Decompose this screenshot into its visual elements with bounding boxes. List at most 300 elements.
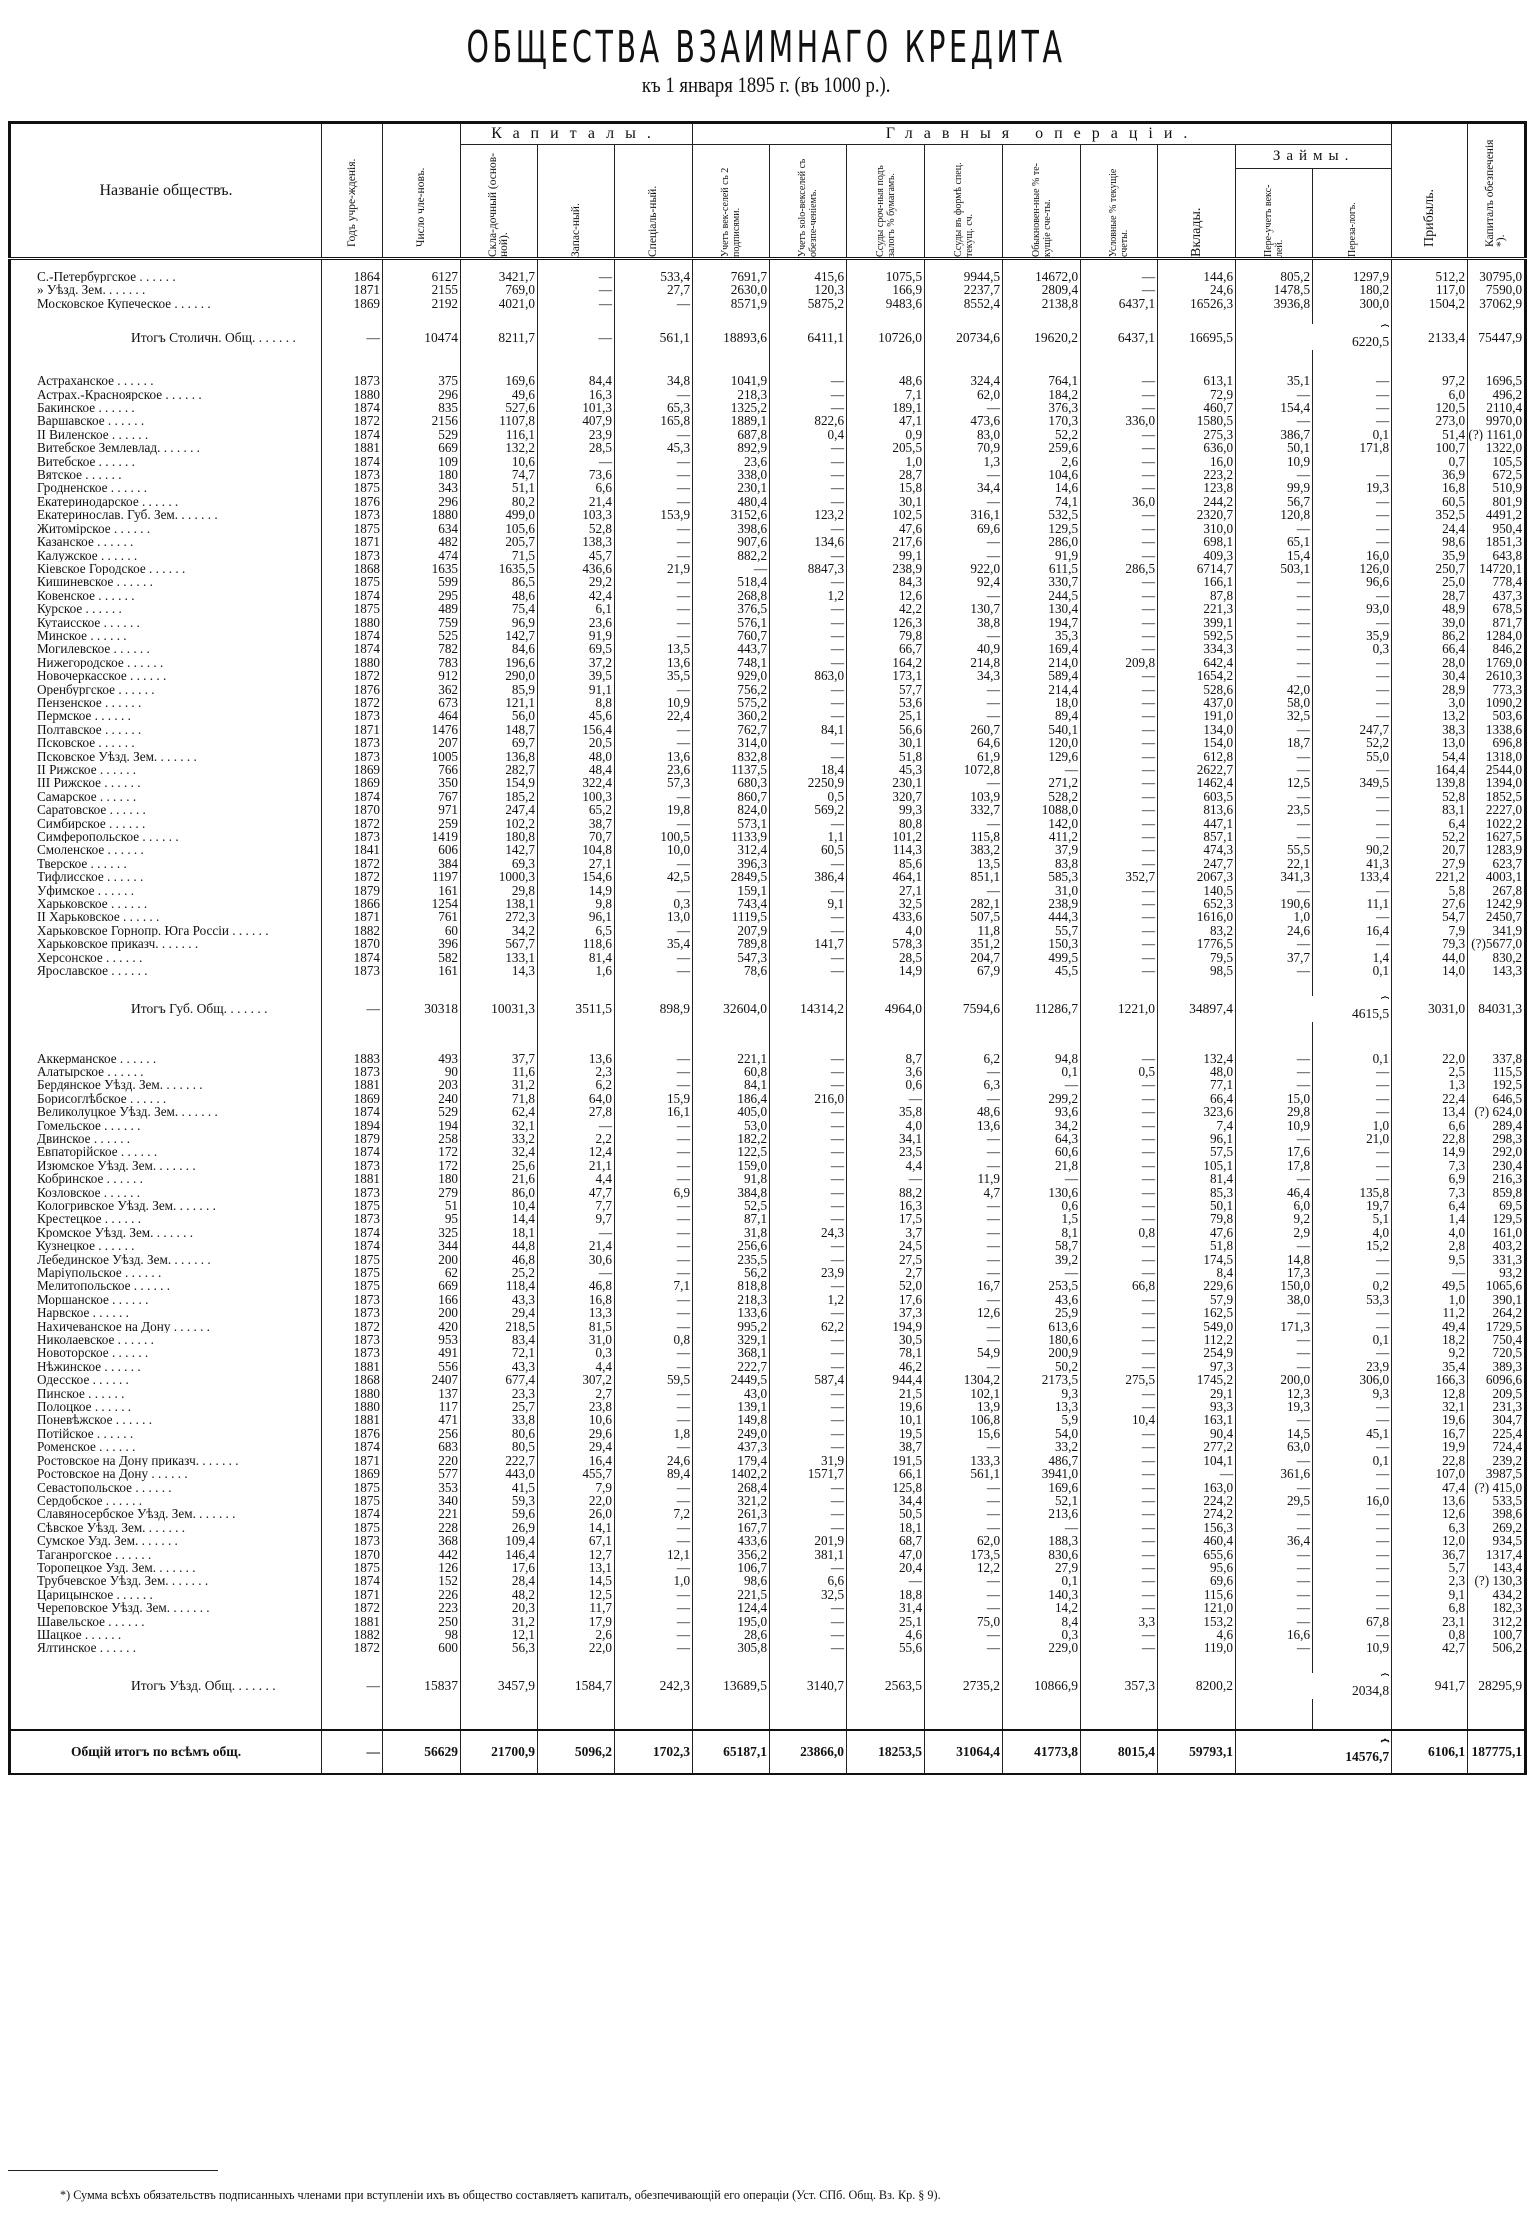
- page-title: ОБЩЕСТВА ВЗАИМНАГО КРЕДИТА: [466, 22, 1066, 73]
- cell-value: 93,0: [1313, 602, 1392, 615]
- cell-value: 846,2: [1468, 642, 1526, 655]
- table-row: [10, 683, 1526, 696]
- cell-value: —: [770, 964, 847, 977]
- cell-value: 86,0: [461, 1186, 538, 1199]
- cell-value: —: [1081, 1494, 1158, 1507]
- cell-value: —: [1236, 522, 1313, 535]
- cell-value: 857,1: [1158, 830, 1236, 843]
- cell-value: —: [1081, 575, 1158, 588]
- cell-value: 1880: [322, 656, 383, 669]
- cell-value: 15,8: [847, 481, 925, 494]
- table-body: [10, 259, 1526, 1774]
- cell-value: 86,2: [1392, 629, 1468, 642]
- cell-value: 1875: [322, 1561, 383, 1574]
- cell-value: 28,5: [538, 441, 615, 454]
- cell-value: 77,1: [1158, 1078, 1236, 1091]
- header-repledge: Переза-логъ.: [1313, 169, 1392, 259]
- cell-value: 70,9: [925, 441, 1003, 454]
- cell-value: 1874: [322, 589, 383, 602]
- cell-value: 3,7: [847, 1226, 925, 1239]
- cell-value: 126,3: [847, 616, 925, 629]
- cell-value: —: [1081, 1306, 1158, 1319]
- cell-value: —: [322, 324, 383, 350]
- cell-value: 4,0: [847, 924, 925, 937]
- society-name: Псковское Уѣзд. Зем. . . . . . .: [37, 749, 197, 763]
- cell-value: 42,5: [615, 870, 693, 883]
- cell-value: —: [1081, 1548, 1158, 1561]
- society-name: Маріупольское . . . . . .: [37, 1266, 162, 1280]
- cell-value: 169,6: [1003, 1481, 1081, 1494]
- cell-value: 527,6: [461, 401, 538, 414]
- cell-value: 85,3: [1158, 1186, 1236, 1199]
- cell-value: 13,5: [615, 642, 693, 655]
- cell-value: —: [1236, 1239, 1313, 1252]
- cell-value: —: [615, 723, 693, 736]
- cell-value: 13,3: [1003, 1400, 1081, 1413]
- society-name: Кутаисское . . . . . .: [37, 615, 140, 629]
- cell-value: 403,2: [1468, 1239, 1526, 1252]
- cell-value: 238,9: [847, 562, 925, 575]
- cell-value: 696,8: [1468, 736, 1526, 749]
- cell-value: 0,1: [1003, 1574, 1081, 1587]
- society-name: II Харьковское . . . . . .: [37, 910, 160, 924]
- cell-value: 51,1: [461, 481, 538, 494]
- society-name: Калужское . . . . . .: [37, 548, 138, 562]
- society-name: Новочеркасское . . . . . .: [37, 669, 167, 683]
- cell-value: —: [1081, 1601, 1158, 1614]
- grand-total-row: [10, 1730, 1526, 1774]
- cell-value: 10,4: [461, 1199, 538, 1212]
- cell-value: 14720,1: [1468, 562, 1526, 575]
- cell-value: 1318,0: [1468, 750, 1526, 763]
- cell-value: 84,1: [770, 723, 847, 736]
- cell-value: 0,1: [1313, 1052, 1392, 1065]
- cell-value: 892,9: [693, 441, 770, 454]
- cell-value: 16,4: [538, 1454, 615, 1467]
- cell-value: —: [1313, 1400, 1392, 1413]
- cell-value: —: [1313, 468, 1392, 481]
- cell-value: 60,6: [1003, 1145, 1081, 1158]
- table-row: [10, 1588, 1526, 1601]
- cell-value: 14,3: [461, 964, 538, 977]
- table-row: [10, 1548, 1526, 1561]
- cell-value: —: [770, 656, 847, 669]
- cell-value: 507,5: [925, 910, 1003, 923]
- society-name: Псковское . . . . . .: [37, 736, 135, 750]
- cell-value: —: [770, 1145, 847, 1158]
- cell-value: —: [1313, 1346, 1392, 1359]
- cell-value: 46,2: [847, 1360, 925, 1373]
- cell-value: 94,8: [1003, 1052, 1081, 1065]
- society-name: Кишиневское . . . . . .: [37, 575, 153, 589]
- cell-value: 194,7: [1003, 616, 1081, 629]
- cell-value: 165,8: [615, 414, 693, 427]
- cell-value: 31064,4: [925, 1730, 1003, 1774]
- cell-value: 16,8: [1392, 481, 1468, 494]
- cell-value: 286,0: [1003, 535, 1081, 548]
- cell-value: 1,6: [538, 964, 615, 977]
- cell-value: 48,6: [925, 1105, 1003, 1118]
- cell-value: 1880: [322, 1387, 383, 1400]
- cell-value: 1,4: [1392, 1212, 1468, 1225]
- cell-value: 0,3: [538, 1346, 615, 1359]
- cell-value: 17,3: [1236, 1266, 1313, 1279]
- society-name: Великолуцкое Уѣзд. Зем. . . . . . .: [37, 1105, 218, 1119]
- cell-value: 36,9: [1392, 468, 1468, 481]
- cell-value: 1283,9: [1468, 843, 1526, 856]
- cell-value: 486,7: [1003, 1454, 1081, 1467]
- cell-value: 9,1: [770, 897, 847, 910]
- cell-value: 172: [383, 1159, 461, 1172]
- cell-value: 22,0: [538, 1641, 615, 1654]
- table-row: [10, 1186, 1526, 1199]
- cell-value: 16,0: [1313, 549, 1392, 562]
- cell-value: —: [615, 1628, 693, 1641]
- cell-value: —: [1236, 884, 1313, 897]
- cell-value: 56,6: [847, 723, 925, 736]
- cell-value: 0,7: [1392, 455, 1468, 468]
- cell-value: 47,0: [847, 1548, 925, 1561]
- cell-value: 149,8: [693, 1413, 770, 1426]
- cell-value: 1873: [322, 508, 383, 521]
- cell-value: 13,1: [538, 1561, 615, 1574]
- cell-value: 37,9: [1003, 843, 1081, 856]
- cell-value: 2450,7: [1468, 910, 1526, 923]
- cell-value: 19,9: [1392, 1440, 1468, 1453]
- cell-value: 89,4: [1003, 709, 1081, 722]
- cell-value: 3421,7: [461, 270, 538, 283]
- cell-value: 130,4: [1003, 602, 1081, 615]
- cell-value: 778,4: [1468, 575, 1526, 588]
- cell-value: 21700,9: [461, 1730, 538, 1774]
- cell-value: 437,0: [1158, 696, 1236, 709]
- cell-value: —: [615, 1360, 693, 1373]
- cell-value: 80,5: [461, 1440, 538, 1453]
- cell-value: 23,3: [461, 1387, 538, 1400]
- cell-value: 1090,2: [1468, 696, 1526, 709]
- cell-value: 1868: [322, 562, 383, 575]
- cell-value: 279: [383, 1186, 461, 1199]
- cell-value: —: [538, 455, 615, 468]
- cell-value: —: [770, 1628, 847, 1641]
- cell-value: 100,5: [615, 830, 693, 843]
- cell-value: 9,3: [1003, 1387, 1081, 1400]
- cell-value: —: [615, 629, 693, 642]
- cell-value: 1876: [322, 495, 383, 508]
- cell-value: 80,8: [847, 817, 925, 830]
- cell-value: 407,9: [538, 414, 615, 427]
- cell-value: —: [1313, 1092, 1392, 1105]
- cell-value: 28,0: [1392, 656, 1468, 669]
- header-zapasny: Запас-ный.: [538, 145, 615, 259]
- cell-value: —: [1081, 683, 1158, 696]
- cell-value: —: [847, 1574, 925, 1587]
- cell-value: —: [1081, 270, 1158, 283]
- cell-value: —: [1081, 696, 1158, 709]
- society-name: Могилевское . . . . . .: [37, 642, 150, 656]
- cell-value: 39,5: [538, 669, 615, 682]
- cell-value: 24,4: [1392, 522, 1468, 535]
- cell-value: —: [1081, 1159, 1158, 1172]
- cell-value: 69,6: [1158, 1574, 1236, 1587]
- cell-value: —: [615, 683, 693, 696]
- cell-value: 341,9: [1468, 924, 1526, 937]
- cell-value: —: [1081, 736, 1158, 749]
- cell-value: 307,2: [538, 1373, 615, 1386]
- cell-value: —: [1313, 669, 1392, 682]
- cell-value: 205,5: [847, 441, 925, 454]
- cell-value: 337,8: [1468, 1052, 1526, 1065]
- cell-value: 600: [383, 1641, 461, 1654]
- cell-value: 40,9: [925, 642, 1003, 655]
- cell-value: 1072,8: [925, 763, 1003, 776]
- cell-value: 0,5: [770, 790, 847, 803]
- cell-value: —: [1081, 522, 1158, 535]
- cell-value: —: [615, 495, 693, 508]
- table-row: [10, 1454, 1526, 1467]
- cell-value: 117: [383, 1400, 461, 1413]
- cell-value: —: [1313, 1601, 1392, 1614]
- cell-value: 4,0: [1313, 1226, 1392, 1239]
- cell-value: 28,6: [693, 1628, 770, 1641]
- cell-value: 13,6: [615, 750, 693, 763]
- table-row: [10, 1172, 1526, 1185]
- cell-value: —: [925, 1092, 1003, 1105]
- cell-value: 1883: [322, 1052, 383, 1065]
- cell-value: —: [925, 1145, 1003, 1158]
- cell-value: 1881: [322, 1413, 383, 1426]
- cell-value: 489: [383, 602, 461, 615]
- cell-value: 23,5: [1236, 803, 1313, 816]
- cell-value: 46,4: [1236, 1186, 1313, 1199]
- cell-value: 2237,7: [925, 283, 1003, 296]
- cell-value: 5,8: [1392, 884, 1468, 897]
- cell-value: 329,1: [693, 1333, 770, 1346]
- footnote-divider: [8, 2170, 218, 2171]
- society-name: Итогъ Уѣзд. Общ. . . . . . .: [131, 1678, 276, 1694]
- cell-value: 503,6: [1468, 709, 1526, 722]
- cell-value: 161: [383, 884, 461, 897]
- cell-value: 49,6: [461, 388, 538, 401]
- cell-value: 60,8: [693, 1065, 770, 1078]
- cell-value: 59793,1: [1158, 1730, 1236, 1774]
- society-name: Екатеринодарское . . . . . .: [37, 494, 179, 509]
- cell-value: —: [770, 1615, 847, 1628]
- table-row: [10, 1641, 1526, 1654]
- society-name: Витебское Землевлад. . . . . . .: [37, 441, 200, 455]
- table-row: [10, 414, 1526, 427]
- cell-value: 55,0: [1313, 750, 1392, 763]
- table-row: [10, 589, 1526, 602]
- cell-value: 19,6: [847, 1400, 925, 1413]
- cell-value: —: [1081, 1333, 1158, 1346]
- cell-value: 334,3: [1158, 642, 1236, 655]
- cell-value: —: [1236, 1333, 1313, 1346]
- cell-value: 22,8: [1392, 1132, 1468, 1145]
- cell-value: 16,0: [1158, 455, 1236, 468]
- cell-value: 2,2: [538, 1132, 615, 1145]
- cell-value: 25,6: [461, 1159, 538, 1172]
- cell-value: 29,6: [538, 1427, 615, 1440]
- cell-value: 120,0: [1003, 736, 1081, 749]
- cell-value: 49,4: [1392, 1320, 1468, 1333]
- cell-value: 835: [383, 401, 461, 414]
- cell-value: 134,0: [1158, 723, 1236, 736]
- cell-value: —: [1313, 884, 1392, 897]
- cell-value: 1419: [383, 830, 461, 843]
- cell-value: 140,5: [1158, 884, 1236, 897]
- cell-value: 832,8: [693, 750, 770, 763]
- table-row: [10, 669, 1526, 682]
- cell-value: —: [770, 481, 847, 494]
- cell-value: 25,9: [1003, 1306, 1081, 1319]
- cell-value: 104,6: [1003, 468, 1081, 481]
- society-name: Уфимское . . . . . .: [37, 883, 135, 898]
- cell-value: —: [1003, 1078, 1081, 1091]
- society-name: Бакинское . . . . . .: [37, 401, 135, 415]
- society-name: Итогъ Столичн. Общ. . . . . . .: [131, 329, 296, 345]
- cell-value: —: [1236, 937, 1313, 950]
- cell-value: —: [1236, 616, 1313, 629]
- cell-value: 12,7: [538, 1548, 615, 1561]
- cell-value: 1874: [322, 642, 383, 655]
- cell-value: 189,1: [847, 401, 925, 414]
- table-row: [10, 1119, 1526, 1132]
- cell-value: 14,9: [538, 884, 615, 897]
- cell-value: 578,3: [847, 937, 925, 950]
- cell-value: —: [1313, 683, 1392, 696]
- cell-value: 0,8: [615, 1333, 693, 1346]
- cell-value: 74,1: [1003, 495, 1081, 508]
- cell-value: 42,2: [847, 602, 925, 615]
- cell-value: 1022,2: [1468, 817, 1526, 830]
- cell-value: 1,3: [1392, 1078, 1468, 1091]
- cell-value: 0,8: [1392, 1628, 1468, 1641]
- cell-value: 84,6: [461, 642, 538, 655]
- cell-value: 8200,2: [1158, 1673, 1236, 1699]
- cell-value: 2192: [383, 297, 461, 310]
- cell-value: 15,9: [615, 1092, 693, 1105]
- cell-value: 304,7: [1468, 1413, 1526, 1426]
- cell-value: 415,6: [770, 270, 847, 283]
- cell-value: 0,6: [847, 1078, 925, 1091]
- cell-value: 1864: [322, 270, 383, 283]
- society-name: Севастопольское . . . . . .: [37, 1480, 172, 1494]
- cell-value: 50,2: [1003, 1360, 1081, 1373]
- cell-value: 159,1: [693, 884, 770, 897]
- cell-value: 289,4: [1468, 1119, 1526, 1132]
- cell-value: 41,3: [1313, 857, 1392, 870]
- cell-value: 8,7: [847, 1052, 925, 1065]
- cell-value: 11,9: [925, 1172, 1003, 1185]
- cell-value: —: [1081, 790, 1158, 803]
- cell-value: 2155: [383, 283, 461, 296]
- cell-value: 28,7: [1392, 589, 1468, 602]
- cell-value: 3941,0: [1003, 1467, 1081, 1480]
- table-row: [10, 843, 1526, 856]
- table-row: [10, 1494, 1526, 1507]
- table-row: [10, 441, 1526, 454]
- cell-value: 6127: [383, 270, 461, 283]
- table-row: [10, 1534, 1526, 1547]
- cell-value: 1317,4: [1468, 1548, 1526, 1561]
- cell-value: 34897,4: [1158, 996, 1236, 1022]
- cell-value: 368: [383, 1534, 461, 1547]
- cell-value: —: [615, 964, 693, 977]
- cell-value: 6,2: [538, 1078, 615, 1091]
- cell-value: 2407: [383, 1373, 461, 1386]
- table-row: [10, 1052, 1526, 1065]
- cell-value: 138,3: [538, 535, 615, 548]
- cell-value: 19,5: [847, 1427, 925, 1440]
- cell-value: 221,5: [693, 1588, 770, 1601]
- cell-value: 54,4: [1392, 750, 1468, 763]
- header-members: Число чле-новъ.: [383, 123, 461, 259]
- cell-value: 75,4: [461, 602, 538, 615]
- cell-value: 357,3: [1081, 1673, 1158, 1699]
- cell-value: —: [615, 1078, 693, 1091]
- cell-value: —: [925, 1521, 1003, 1534]
- cell-value: 45,7: [538, 549, 615, 562]
- cell-value: 623,7: [1468, 857, 1526, 870]
- cell-value: 0,5: [1081, 1065, 1158, 1078]
- cell-value: 42,4: [538, 589, 615, 602]
- table-row: [10, 616, 1526, 629]
- cell-value: 65187,1: [693, 1730, 770, 1774]
- cell-value: 34,2: [1003, 1119, 1081, 1132]
- cell-value: 142,7: [461, 629, 538, 642]
- cell-value: 240: [383, 1092, 461, 1105]
- cell-value: 1221,0: [1081, 996, 1158, 1022]
- cell-value: 79,8: [1158, 1212, 1236, 1225]
- cell-value: 200: [383, 1253, 461, 1266]
- cell-value: 9944,5: [925, 270, 1003, 283]
- cell-value: —: [615, 1145, 693, 1158]
- cell-value: —: [615, 428, 693, 441]
- cell-value: 1635,5: [461, 562, 538, 575]
- cell-value: 221,2: [1392, 870, 1468, 883]
- cell-value: 1107,8: [461, 414, 538, 427]
- society-name: Минское . . . . . .: [37, 628, 127, 643]
- cell-value: 386,4: [770, 870, 847, 883]
- cell-value: 56,3: [461, 1641, 538, 1654]
- cell-value: —: [1313, 388, 1392, 401]
- cell-value: —: [1313, 401, 1392, 414]
- cell-value: —: [1236, 1306, 1313, 1319]
- cell-value: 83,1: [1392, 803, 1468, 816]
- cell-value: 64,0: [538, 1092, 615, 1105]
- cell-value: —: [615, 857, 693, 870]
- cell-value: 1197: [383, 870, 461, 883]
- cell-value: 11,1: [1313, 897, 1392, 910]
- cell-value: 805,2: [1236, 270, 1313, 283]
- cell-value: 1874: [322, 1440, 383, 1453]
- cell-value: 10,9: [615, 696, 693, 709]
- cell-value: 7,2: [615, 1507, 693, 1520]
- cell-value: 29,2: [538, 575, 615, 588]
- cell-value: 68,7: [847, 1534, 925, 1547]
- cell-value: —: [1081, 951, 1158, 964]
- cell-value: 1,1: [770, 830, 847, 843]
- cell-value: 69,5: [538, 642, 615, 655]
- cell-value: 188,3: [1003, 1534, 1081, 1547]
- cell-value: 103,9: [925, 790, 1003, 803]
- cell-value: 759: [383, 616, 461, 629]
- cell-value: 142,7: [461, 843, 538, 856]
- table-row: [10, 723, 1526, 736]
- cell-value: 84031,3: [1468, 996, 1526, 1022]
- table-row: [10, 508, 1526, 521]
